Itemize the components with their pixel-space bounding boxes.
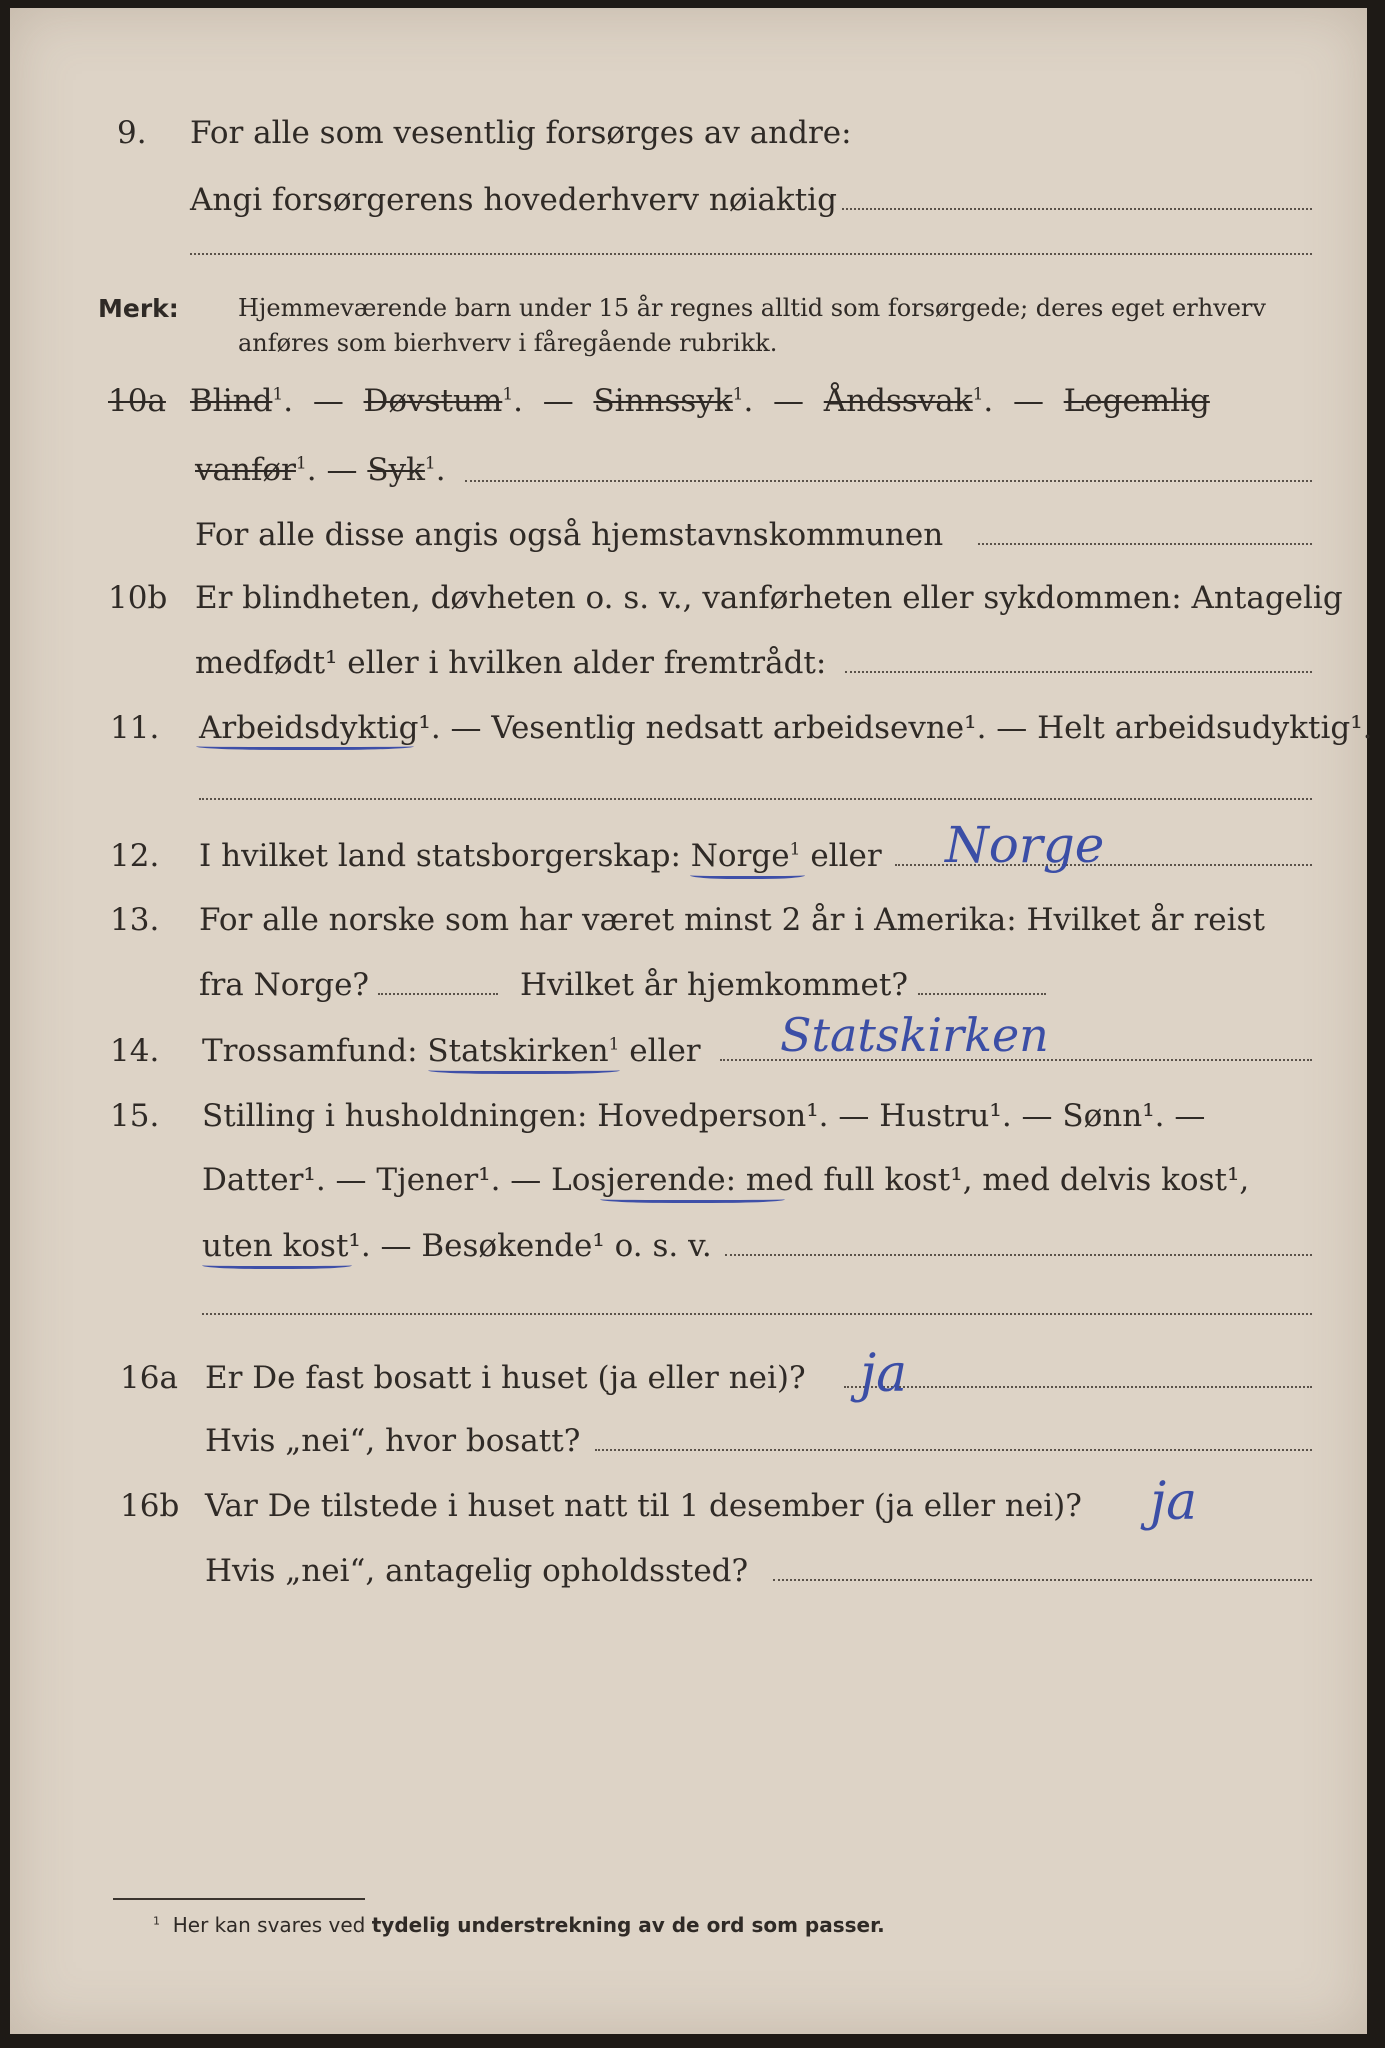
q10b-line1: Er blindheten, døvheten o. s. v., vanførheten eller sykdommen: Antagelig (195, 580, 1343, 616)
q10b-number: 10b (108, 580, 168, 616)
footnote-rule (113, 1898, 365, 1900)
q11-number: 11. (110, 710, 160, 746)
q14-line1: Trossamfund: Statskirken$^1$ eller (202, 1033, 701, 1069)
q16a-line1: Er De fast bosatt i huset (ja eller nei)? (205, 1360, 806, 1396)
q9-line2: Angi forsørgerens hovederhverv nøiaktig (190, 182, 837, 218)
q10b-line2: medfødt¹ eller i hvilken alder fremtrådt: (195, 645, 827, 681)
q10a-opt-syk: Syk (367, 452, 425, 488)
note-label: Merk: (98, 294, 179, 323)
q9-line1: For alle som vesentlig forsørges av andre: (190, 115, 852, 151)
q9-number: 9. (117, 115, 147, 151)
q12-handwritten-answer: Norge (945, 816, 1105, 874)
q12-number: 12. (110, 838, 160, 874)
q16a-line2: Hvis „nei“, hvor bosatt? (205, 1423, 581, 1459)
q16a-answer-line-2 (595, 1449, 1312, 1451)
q14-option-statskirken: Statskirken (427, 1033, 609, 1069)
q15-line1: Stilling i husholdningen: Hovedperson¹. — Hustru¹. — Sønn¹. — (202, 1098, 1206, 1134)
q14-handwritten-answer: Statskirken (780, 1008, 1049, 1062)
q15-line3: uten kost¹. — Besøkende¹ o. s. v. (202, 1228, 712, 1264)
q15-line2: Datter¹. — Tjener¹. — Losjerende: med full kost¹, med delvis kost¹, (202, 1162, 1250, 1198)
note-line1: Hjemmeværende barn under 15 år regnes alltid som forsørgede; deres eget erhverv (238, 294, 1266, 322)
q11-answer-line (199, 798, 1312, 800)
q16a-answer-line (844, 1386, 1312, 1388)
q13-answer-line-1 (378, 993, 498, 995)
q14-question: Trossamfund: (202, 1033, 418, 1069)
q10a-opt-vanfor: vanfør (195, 452, 296, 488)
q12-option-norge: Norge (690, 838, 790, 874)
q11-underline-mark (196, 741, 414, 750)
q10a-number: 10a (108, 383, 166, 419)
q16a-handwritten-answer: ja (860, 1344, 908, 1404)
q13-line2a: fra Norge? (199, 967, 370, 1003)
q16b-answer-line (773, 1579, 1312, 1581)
q12-line1: I hvilket land statsborgerskap: Norge$^1$ eller (199, 838, 882, 874)
footnote-marker: 1 (153, 1914, 160, 1928)
q16b-line1: Var De tilstede i huset natt til 1 desember (ja eller nei)? (205, 1488, 1082, 1524)
q16b-line2: Hvis „nei“, antagelig opholdssted? (205, 1553, 749, 1589)
q13-line1: For alle norske som har været minst 2 år i Amerika: Hvilket år reist (199, 902, 1265, 938)
q14-eller: eller (629, 1033, 701, 1069)
footnote-bold-text: tydelig understrekning av de ord som passer. (371, 1913, 885, 1937)
q16b-handwritten-answer: ja (1150, 1472, 1198, 1532)
q12-question: I hvilket land statsborgerskap: (199, 838, 681, 874)
q14-number: 14. (110, 1033, 160, 1069)
q9-answer-line (842, 208, 1312, 210)
q10a-answer-line-2 (978, 543, 1312, 545)
q11-line1: Arbeidsdyktig¹. — Vesentlig nedsatt arbeidsevne¹. — Helt arbeidsudyktig¹. (199, 710, 1373, 746)
q16b-number: 16b (120, 1488, 180, 1524)
q16a-number: 16a (120, 1360, 178, 1396)
q10a-line2: vanfør$^1$. — Syk$^1$. (195, 452, 446, 488)
q10a-opt-dovstum: Døvstum (363, 383, 503, 419)
q15-underline-mark-1 (600, 1194, 785, 1203)
q9-answer-line-2 (190, 253, 1312, 255)
q15-answer-line (725, 1254, 1312, 1256)
q14-underline-mark (428, 1065, 620, 1074)
q15-answer-line-2 (202, 1313, 1312, 1315)
q10a-opt-legemlig: Legemlig (1063, 383, 1210, 419)
q13-line2b: Hvilket år hjemkommet? (520, 967, 908, 1003)
q10a-opt-andssvak: Åndssvak (823, 383, 973, 419)
q12-underline-mark (690, 870, 805, 879)
census-form-page (10, 8, 1373, 2034)
q10b-answer-line (845, 671, 1312, 673)
footnote (153, 1915, 885, 1935)
q13-answer-line-2 (918, 993, 1046, 995)
note-line2: anføres som bierhverv i fåregående rubrikk. (238, 329, 778, 357)
q10a-opt-blind: Blind (190, 383, 273, 419)
q10a-answer-line (465, 480, 1312, 482)
q15-underline-mark-2 (202, 1260, 352, 1269)
q15-number: 15. (110, 1098, 160, 1134)
q10a-line1: Blind$^1$. — Døvstum$^1$. — Sinnssyk$^1$. — Åndssvak$^1$. — Legemlig (190, 383, 1210, 419)
q10a-line3: For alle disse angis også hjemstavnskommunen (195, 517, 944, 553)
q13-number: 13. (110, 902, 160, 938)
q12-eller: eller (810, 838, 882, 874)
footnote-text: Her kan svares ved (172, 1913, 366, 1937)
q10a-opt-sinnssyk: Sinnssyk (593, 383, 733, 419)
